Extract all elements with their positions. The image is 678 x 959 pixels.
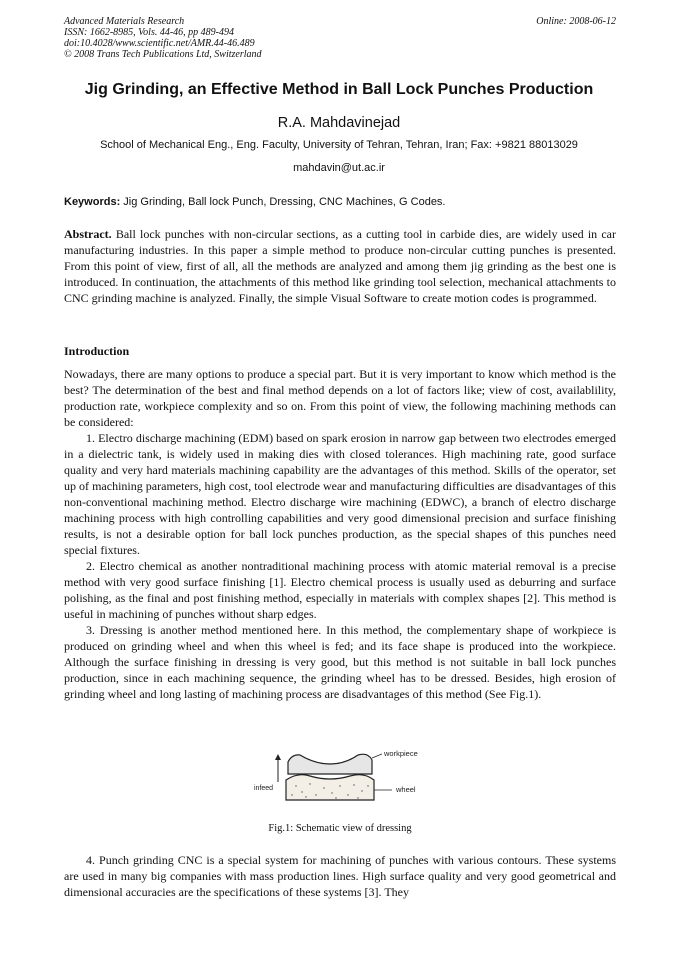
- online-date: Online: 2008-06-12: [536, 16, 616, 27]
- figure-caption: Fig.1: Schematic view of dressing: [268, 823, 412, 834]
- keywords: [64, 196, 616, 208]
- wheel-label: wheel: [396, 785, 416, 794]
- introduction-body: [64, 366, 616, 702]
- author-affiliation: School of Mechanical Eng., Eng. Faculty, University of Tehran, Tehran, Iran; Fax: +9821 88013029: [100, 139, 578, 151]
- abstract: [64, 226, 616, 306]
- paragraph: Nowadays, there are many options to produce a special part. But it is very important to know which method is the best? The determination of the best and final method depends on a lot of factors like; view of cost, availablility, production rate, workpiece complexity and so on. From this point of view, the following machining methods can be considered:: [64, 367, 616, 429]
- copyright-line: © 2008 Trans Tech Publications Ltd, Switzerland: [64, 49, 262, 60]
- paragraph: 3. Dressing is another method mentioned here. In this method, the complementary shape of workpiece is produced on grinding wheel and when this wheel is fed; and its face shape is produced into the workpiece. Although the surface finishing in dressing is very good, but this method is not suitable in ball lock punches production, since in each machining sequence, the grinding wheel has to be dressed. Besides, high erosion of grinding wheel and long lasting of machining process are disadvantages of this method (See Fig.1).: [64, 623, 616, 701]
- infeed-arrowhead: [275, 754, 281, 760]
- paper-title: Jig Grinding, an Effective Method in Ball Lock Punches Production: [84, 81, 594, 98]
- author-email: mahdavin@ut.ac.ir: [293, 162, 385, 174]
- wheel-shape: [286, 775, 374, 800]
- dressing-figure: [240, 740, 440, 810]
- keywords-text: Jig Grinding, Ball lock Punch, Dressing, CNC Machines, G Codes.: [120, 196, 446, 208]
- introduction-body-continued: [64, 852, 616, 900]
- abstract-label: Abstract.: [64, 227, 112, 241]
- journal-header: [64, 16, 616, 60]
- doi-line: doi:10.4028/www.scientific.net/AMR.44-46.489: [64, 38, 255, 49]
- abstract-text: Ball lock punches with non-circular sections, as a cutting tool in carbide dies, are widely used in car manufacturing industries. In this paper a simple method to produce non-circular cutting punches is presented. From this point of view, first of all, all the methods are analyzed and among them jig grinding as the best one is introduced. In continuation, the attachments of this method like grinding tool selection, mechanical attachments to CNC grinding machine is analyzed. Finally, the simple Visual Software to create motion codes is programmed.: [64, 227, 616, 305]
- keywords-label: Keywords:: [64, 196, 121, 208]
- journal-name: Advanced Materials Research: [64, 16, 185, 27]
- paragraph: 1. Electro discharge machining (EDM) based on spark erosion in narrow gap between two electrodes emerged in a dielectric tank, is widely used in making dies with closed tolerances. High machining rate, good surface quality and very hard materials machining capability are the advantages of this method. Skills of the operator, set up of machining parameters, high cost, tool electrode wear and manufacturing difficulties are disadvantages of this non-conventional machining method. Electro discharge wire machining (EDWC), a branch of electro discharge machining process with high controlling capabilities and very good dimensional precision and surface finishing results, is not a desirable option for ball lock punches production, as the special shapes of this punches need special fixtures.: [64, 431, 616, 557]
- introduction-heading: Introduction: [64, 344, 130, 358]
- workpiece-shape: [288, 754, 372, 774]
- author-name: R.A. Mahdavinejad: [277, 115, 401, 131]
- infeed-label: infeed: [254, 785, 274, 792]
- paragraph: 2. Electro chemical as another nontraditional machining process with atomic material removal is a precise method with very good surface finishing [1]. Electro chemical process is usually used as deburring and surface polishing, as the final and post finishing method, especially in materials with complex shapes [2]. This method is useful in machining of punches without sharp edges.: [64, 559, 616, 621]
- issn-line: ISSN: 1662-8985, Vols. 44-46, pp 489-494: [64, 27, 234, 38]
- workpiece-pointer: [372, 754, 382, 758]
- paragraph: 4. Punch grinding CNC is a special system for machining of punches with various contours. These systems are used in many big companies with mass production lines. High surface quality and very good geometrical and dimensional accuracies are the specifications of these systems [3]. They: [64, 853, 616, 899]
- workpiece-label: workpiece: [384, 749, 418, 758]
